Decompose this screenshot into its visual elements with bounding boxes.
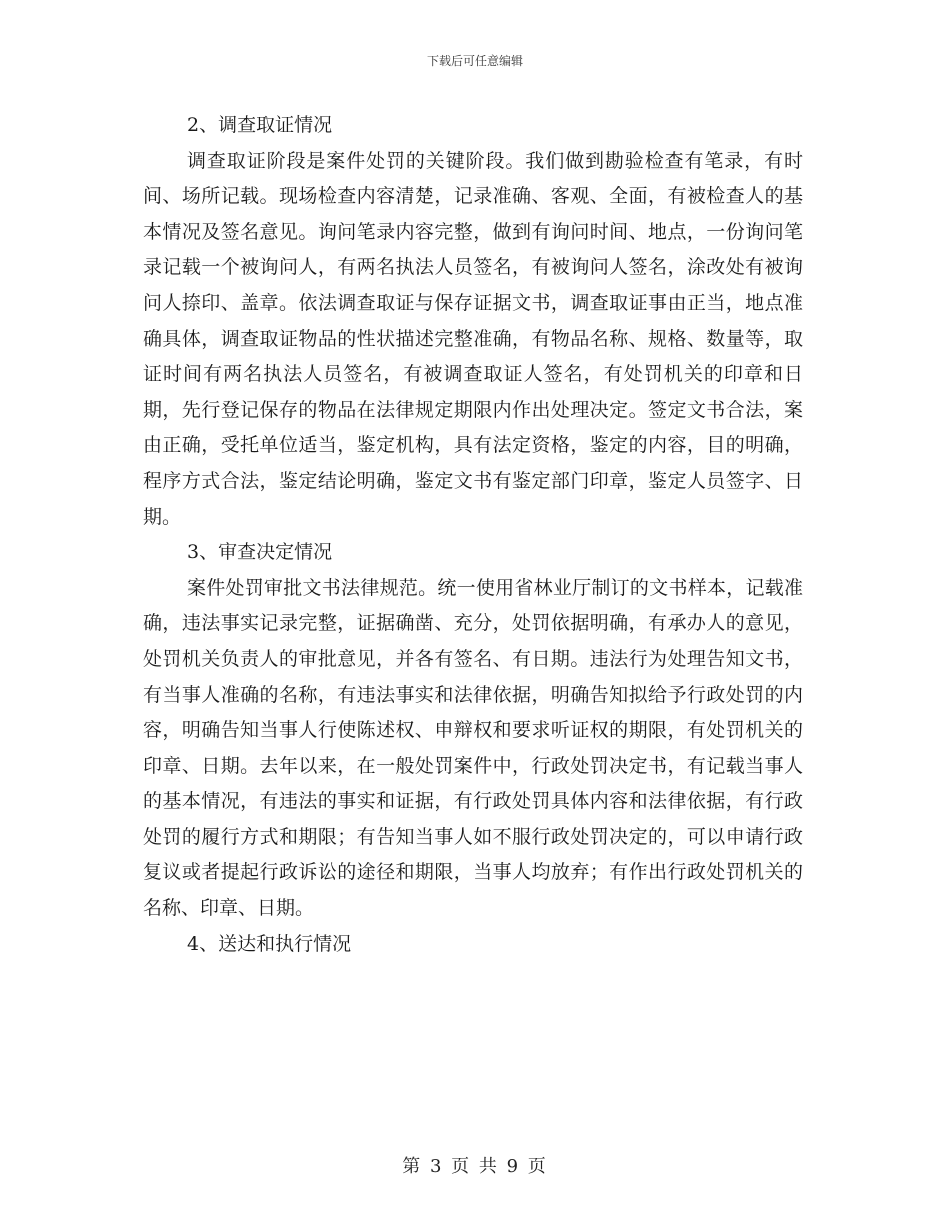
section-heading-evidence: 2、调查取证情况 — [187, 114, 333, 136]
page-header-note: 下载后可任意编辑 — [426, 54, 523, 68]
section-heading-review: 3、审查决定情况 — [187, 541, 333, 564]
section-paragraph-review: 案件处罚审批文书法律规范。统一使用省林业厅制订的文书样本，记载准确，违法事实记录完整，证据确凿、充分，处罚依据明确，有承办人的意见，处罚机关负责人的审批意见，并各有签名、有日期。违法行为处理告知文书，有当事人准确的名称，有违法事实和法律依据，明确告知拟给予行政处罚的内容，明确告知当事人行使陈述权、申辩权和要求听证权的期限，有处罚机关的印章、日期。去年以来，在一般处罚案件中，行政处罚决定书，有记载当事人的基本情况，有违法的事实和证据，有行政处罚具体内容和法律依据，有行政处罚的履行方式和期限；有告知当事人如不服行政处罚决定的，可以申请行政复议或者提起行政诉讼的途径和期限，当事人均放弃；有作出行政处罚机关的名称、印章、日期。 — [143, 576, 803, 920]
section-heading-delivery: 4、送达和执行情况 — [187, 932, 352, 955]
document-body — [143, 108, 803, 962]
page-number-footer: 第 3 页 共 9 页 — [402, 1156, 548, 1177]
section-paragraph-evidence: 调查取证阶段是案件处罚的关键阶段。我们做到勘验检查有笔录，有时间、场所记载。现场检查内容清楚，记录准确、客观、全面，有被检查人的基本情况及签名意见。询问笔录内容完整，做到有询问时间、地点，一份询问笔录记载一个被询问人，有两名执法人员签名，有被询问人签名，涂改处有被询问人捺印、盖章。依法调查取证与保存证据文书，调查取证事由正当，地点准确具体，调查取证物品的性状描述完整准确，有物品名称、规格、数量等，取证时间有两名执法人员签名，有被调查取证人签名，有处罚机关的印章和日期，先行登记保存的物品在法律规定期限内作出处理决定。签定文书合法，案由正确，受托单位适当，鉴定机构，具有法定资格，鉴定的内容，目的明确，程序方式合法，鉴定结论明确，鉴定文书有鉴定部门印章，鉴定人员签字、日期。 — [143, 149, 803, 528]
